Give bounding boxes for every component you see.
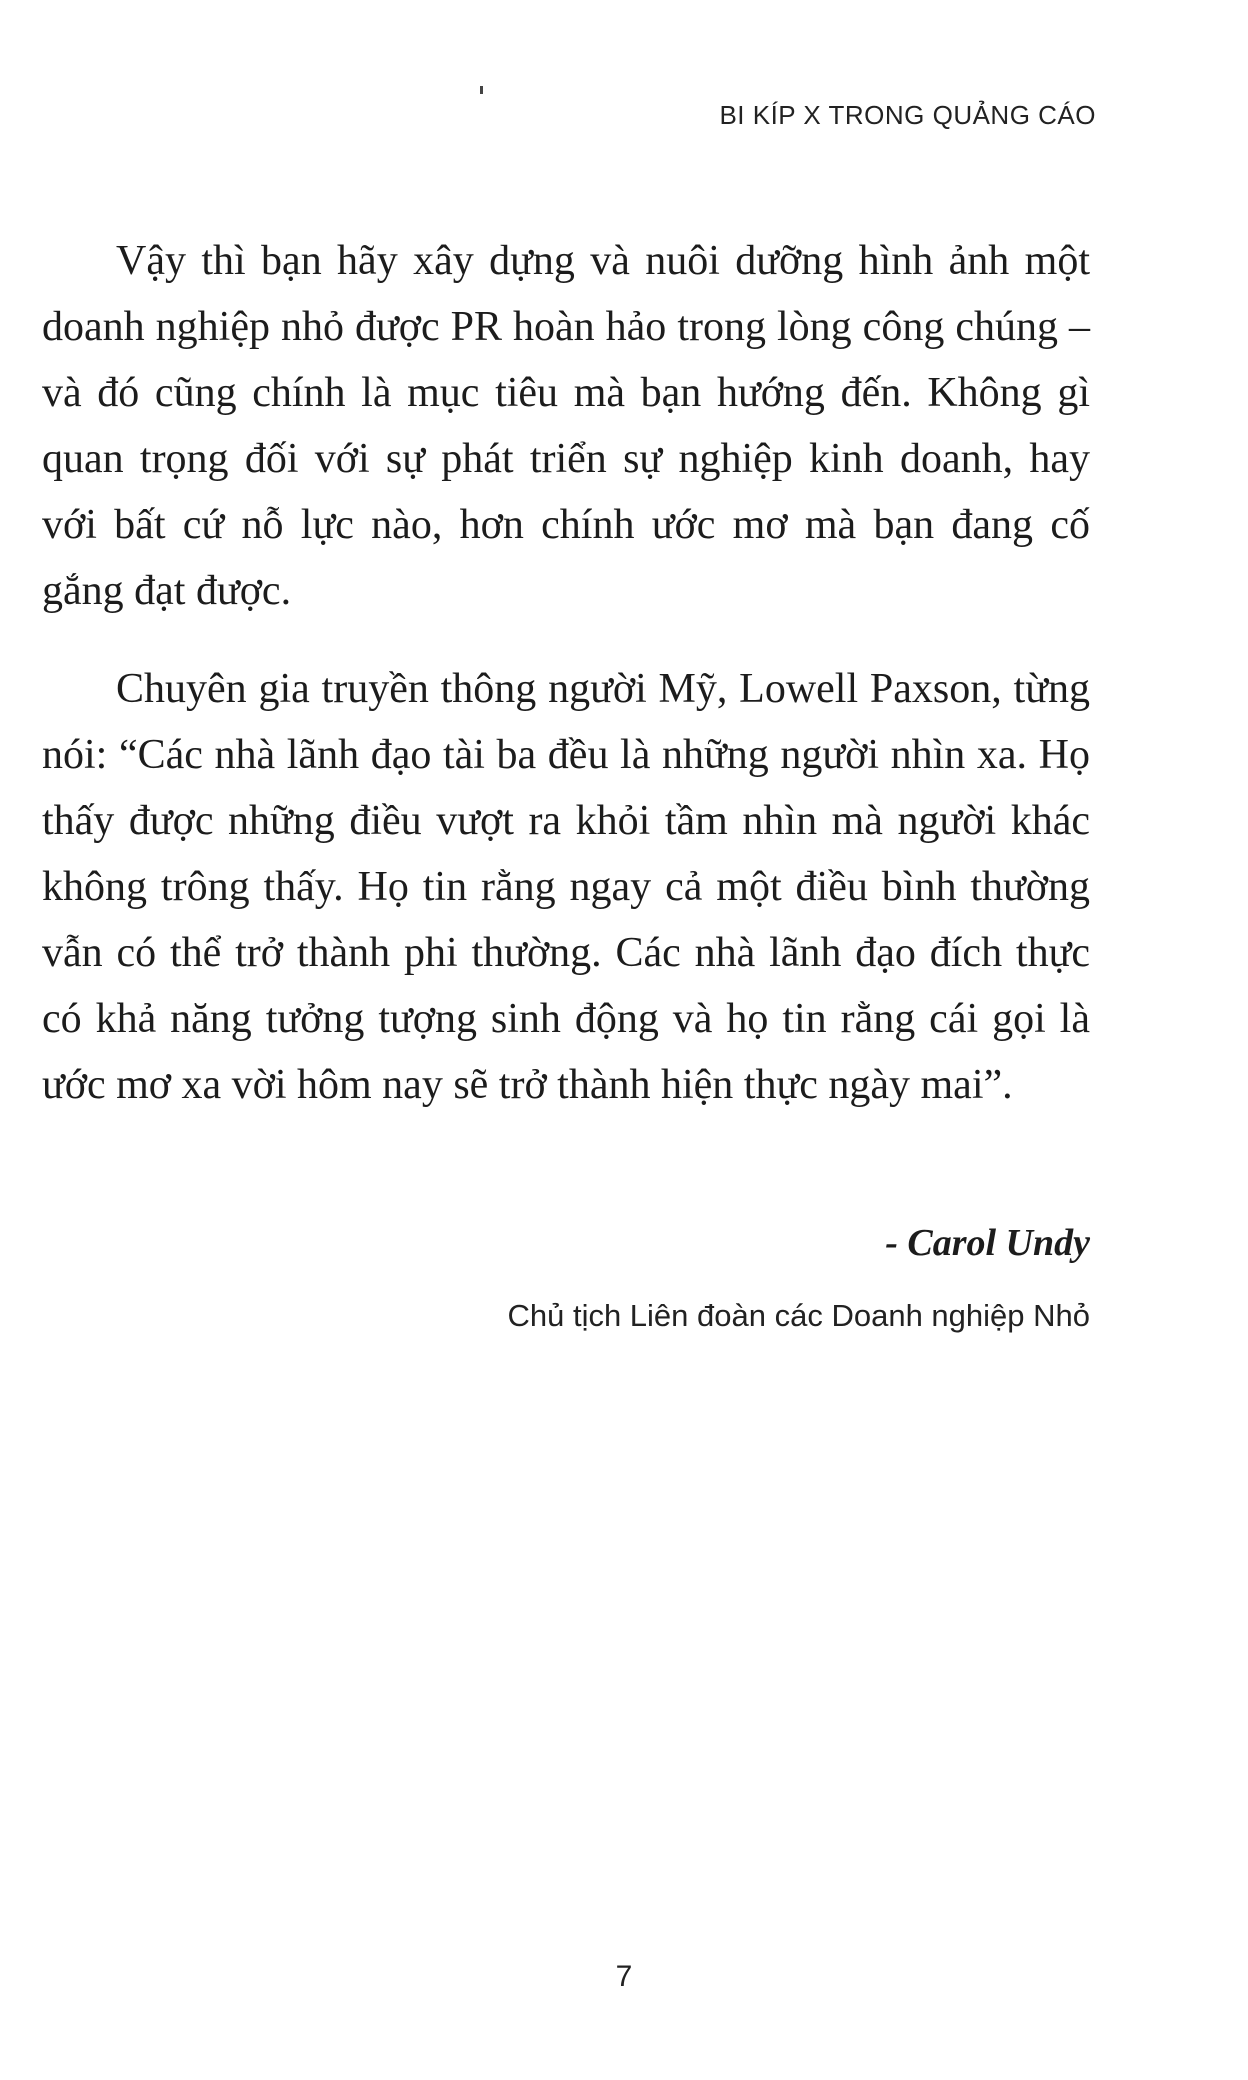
paragraph-2: Chuyên gia truyền thông người Mỹ, Lowell Paxson, từng nói: “Các nhà lãnh đạo tài ba đều là những người nhìn xa. Họ thấy được những điều vượt ra khỏi tầm nhìn mà người khác không trông thấy. Họ tin rằng ngay cả một điều bình thường vẫn có thể trở thành phi thường. Các nhà lãnh đạo đích thực có khả năng tưởng tượng sinh động và họ tin rằng cái gọi là ước mơ xa vời hôm nay sẽ trở thành hiện thực ngày mai”. bbox=[42, 666, 1090, 1108]
running-header-title: BI KÍP X TRONG QUẢNG CÁO bbox=[719, 100, 1096, 130]
quote-attribution bbox=[507, 1218, 1090, 1336]
author-name: - Carol Undy bbox=[885, 1222, 1090, 1264]
page-number: 7 bbox=[615, 1960, 633, 1993]
paragraph-1: Vậy thì bạn hãy xây dựng và nuôi dưỡng hình ảnh một doanh nghiệp nhỏ được PR hoàn hảo trong lòng công chúng – và đó cũng chính là mục tiêu mà bạn hướng đến. Không gì quan trọng đối với sự phát triển sự nghiệp kinh doanh, hay với bất cứ nỗ lực nào, hơn chính ước mơ mà bạn đang cố gắng đạt được. bbox=[42, 238, 1090, 614]
print-mark bbox=[480, 86, 483, 94]
author-title: Chủ tịch Liên đoàn các Doanh nghiệp Nhỏ bbox=[507, 1298, 1090, 1333]
body-text bbox=[42, 228, 1090, 1118]
